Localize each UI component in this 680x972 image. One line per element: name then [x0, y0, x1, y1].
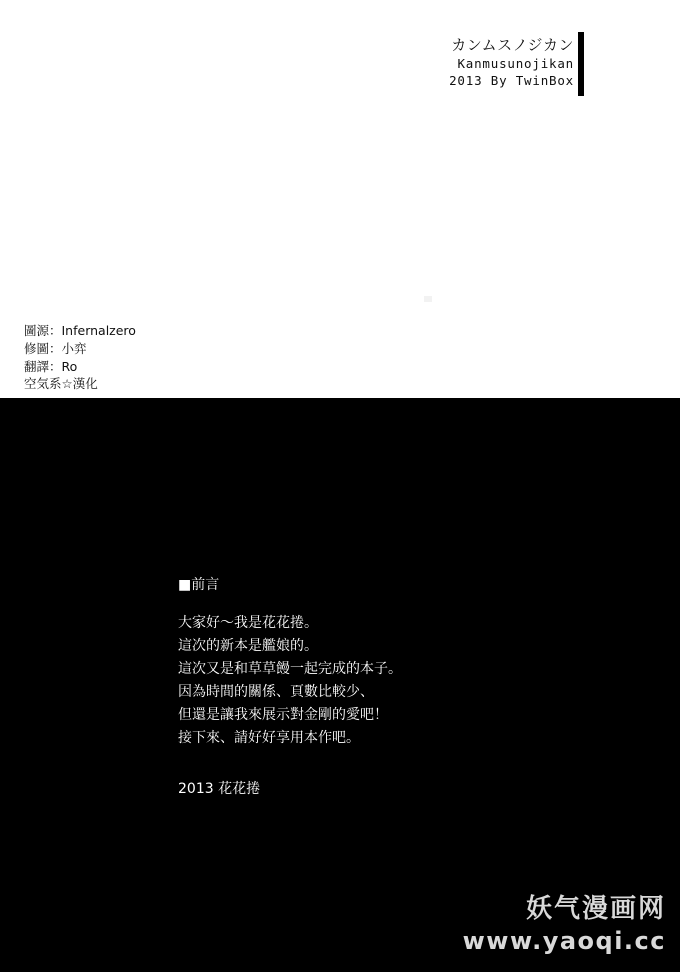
staff-line-editor: 修圖：小弈 [24, 340, 87, 356]
title-accent-bar [578, 32, 584, 96]
watermark-site-name: 妖气漫画网 [525, 893, 666, 924]
preface-line: 這次的新本是艦娘的。 [178, 637, 318, 654]
title-romaji: Kanmusunojikan [457, 56, 574, 72]
title-japanese: カンムスノジカン [451, 36, 574, 54]
faint-artifact [424, 296, 432, 302]
preface-section [0, 398, 680, 972]
title-block [449, 36, 574, 89]
preface-line: 因為時間的關係、頁數比較少、 [178, 683, 374, 700]
title-credit: 2013 By TwinBox [449, 73, 574, 89]
staff-line-source: 圖源：Infernalzero [24, 323, 136, 338]
staff-line-group: 空気系☆漢化 [24, 376, 98, 392]
site-watermark [463, 895, 666, 956]
preface-line: 但還是讓我來展示對金剛的愛吧！ [178, 706, 388, 723]
preface-block [178, 574, 402, 798]
watermark-url: www.yaoqi.cc [462, 927, 666, 956]
preface-line: 接下來、請好好享用本作吧。 [178, 729, 360, 746]
preface-line: 這次又是和草草饅一起完成的本子。 [178, 660, 402, 677]
preface-body [178, 612, 402, 750]
preface-line: 大家好～我是花花捲。 [178, 615, 318, 631]
staff-line-translator: 翻譯：Ro [24, 358, 78, 374]
preface-signature: 2013 花花捲 [178, 780, 261, 797]
title-section [0, 0, 680, 398]
preface-heading: ■前言 [178, 577, 220, 593]
staff-credits [24, 322, 136, 393]
